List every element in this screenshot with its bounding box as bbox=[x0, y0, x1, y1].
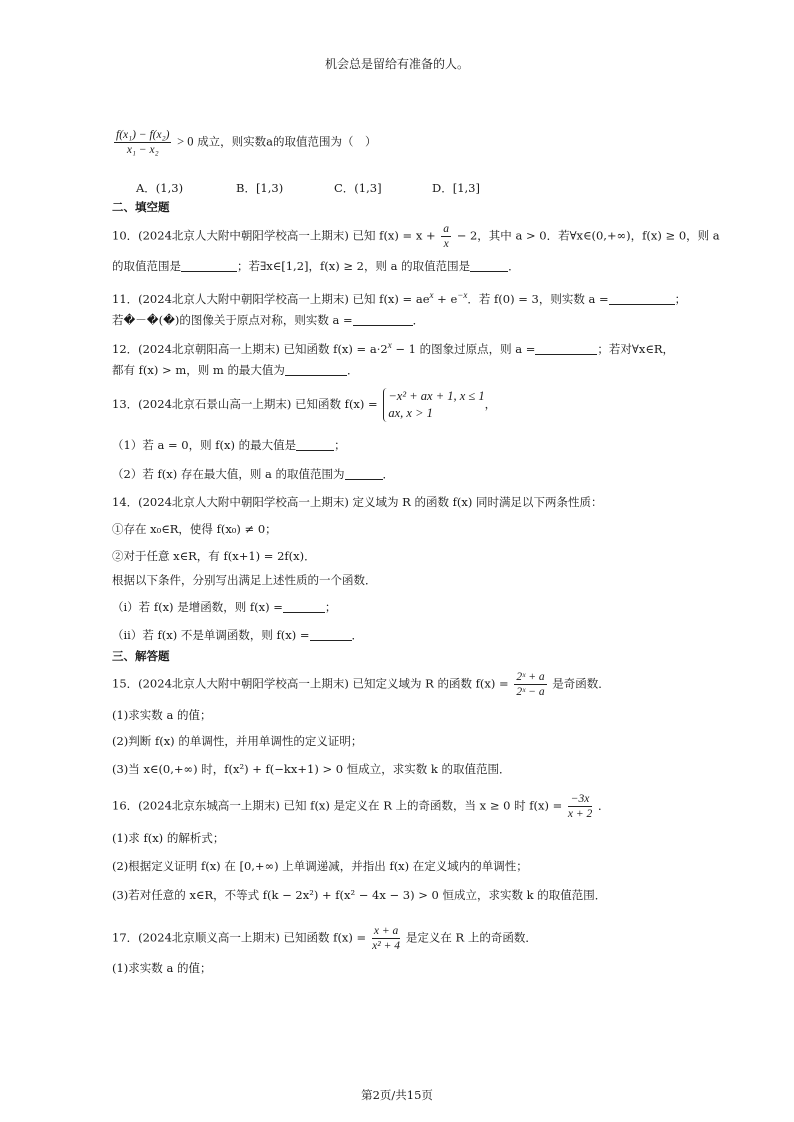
q10-l2b: ；若∃x∈[1,2]，f(x) ≥ 2，则 a 的取值范围是 bbox=[237, 259, 471, 273]
q15-part1: (1)求实数 a 的值； bbox=[112, 708, 212, 722]
q13-case1: −x² + ax + 1, x ≤ 1 bbox=[388, 389, 485, 403]
q10-frac-den: x bbox=[443, 238, 449, 250]
q15-frac-num: 2ˣ + a bbox=[516, 671, 545, 683]
q11-l1d: ； bbox=[674, 291, 687, 306]
q14-part-ii bbox=[112, 627, 363, 643]
q11-sup2: −x bbox=[457, 290, 468, 300]
q12-l1a: 12．(2024北京朝阳高一上期末) 已知函数 f(x) = a·2 bbox=[112, 341, 388, 356]
q9-condition: > 0 bbox=[177, 134, 194, 149]
q17-intro-a: 17．(2024北京顺义高一上期末) 已知函数 f(x) = bbox=[112, 930, 367, 945]
q13-p2a: （2）若 f(x) 存在最大值，则 a 的取值范围为 bbox=[112, 467, 345, 481]
q13-tail: ， bbox=[484, 397, 497, 411]
q13-blank-1[interactable] bbox=[296, 438, 334, 451]
q9-option-b: B．[1,3) bbox=[236, 181, 284, 195]
q10-l1b: − 2，其中 a > 0．若∀x∈(0,+∞)，f(x) ≥ 0，则 a bbox=[456, 228, 720, 243]
q14-part-i bbox=[112, 599, 336, 615]
q11-l1a: 11．(2024北京人大附中朝阳学校高一上期末) 已知 f(x) = ae bbox=[112, 291, 430, 306]
q9-frac-num: f(x₁) − f(x₂) bbox=[116, 129, 170, 141]
page-header: 机会总是留给有准备的人。 bbox=[324, 57, 469, 71]
q13-part1 bbox=[112, 437, 346, 453]
q12-sup: x bbox=[387, 340, 392, 350]
q14-i-a: （i）若 f(x) 是增函数，则 f(x) = bbox=[112, 600, 283, 614]
q11-sup1: x bbox=[429, 290, 434, 300]
q9-frac-den: x₁ − x₂ bbox=[126, 144, 159, 156]
q10-l2a: 的取值范围是 bbox=[112, 259, 181, 273]
q17-intro-b: 是定义在 R 上的奇函数． bbox=[405, 930, 537, 945]
q16-part2: (2)根据定义证明 f(x) 在 [0,+∞) 上单调递减，并指出 f(x) 在定义域内的单调性； bbox=[112, 859, 528, 873]
q11-l2b: ． bbox=[412, 313, 425, 327]
q13-p1a: （1）若 a = 0，则 f(x) 的最大值是 bbox=[112, 438, 297, 452]
q15-fraction bbox=[514, 670, 546, 699]
q13-case2: ax, x > 1 bbox=[388, 406, 433, 420]
q16-part3: (3)若对任意的 x∈R，不等式 f(k − 2x²) + f(x² − 4x − 3) > 0 恒成立，求实数 k 的取值范围． bbox=[112, 888, 607, 902]
q12-blank-1[interactable] bbox=[535, 342, 597, 355]
q10-fraction bbox=[441, 222, 451, 251]
q12-l2b: ． bbox=[346, 363, 359, 377]
q9-option-d: D．[1,3] bbox=[432, 181, 480, 195]
q12-blank-2[interactable] bbox=[285, 363, 347, 376]
q16-part1: (1)求 f(x) 的解析式； bbox=[112, 831, 225, 845]
q9-option-c: C．(1,3] bbox=[334, 181, 382, 195]
q10-blank-2[interactable] bbox=[470, 259, 508, 272]
q9-option-a: A．(1,3) bbox=[136, 181, 184, 195]
q14-i-b: ； bbox=[324, 600, 337, 614]
q11-l1c: ．若 f(0) = 3，则实数 a = bbox=[467, 291, 609, 306]
q16-intro-b: ． bbox=[597, 798, 610, 813]
q15-intro-b: 是奇函数． bbox=[552, 676, 610, 691]
q12-line2 bbox=[112, 362, 358, 378]
q16-fraction bbox=[568, 792, 592, 821]
q13-blank-2[interactable] bbox=[345, 467, 383, 480]
q16-intro bbox=[112, 792, 609, 821]
q14-blank-1[interactable] bbox=[283, 600, 325, 613]
q15-intro-a: 15．(2024北京人大附中朝阳学校高一上期末) 已知定义域为 R 的函数 f(x) = bbox=[112, 676, 509, 691]
q12-l1c: ；若对∀x∈R， bbox=[597, 341, 675, 356]
q13-p1b: ； bbox=[334, 438, 346, 452]
q14-ii-b: ． bbox=[351, 628, 364, 642]
q16-frac-num: −3x bbox=[568, 792, 592, 807]
q17-part1: (1)求实数 a 的值； bbox=[112, 961, 212, 975]
q10-frac-num: a bbox=[443, 223, 450, 235]
q13-piecewise bbox=[383, 388, 484, 422]
q16-frac-den: x + 2 bbox=[567, 808, 593, 820]
q11-line1 bbox=[112, 287, 686, 307]
section-solutions: 三、解答题 bbox=[112, 649, 170, 663]
q17-frac-den: x² + 4 bbox=[372, 940, 400, 952]
q15-frac-den: 2ˣ − a bbox=[516, 686, 545, 698]
q10-line1 bbox=[112, 222, 720, 251]
q11-blank-2[interactable] bbox=[353, 313, 413, 326]
q14-intro: 14．(2024北京人大附中朝阳学校高一上期末) 定义域为 R 的函数 f(x) 同时满足以下两条性质： bbox=[112, 495, 603, 509]
q13-intro bbox=[112, 388, 496, 422]
q17-fraction bbox=[372, 924, 400, 953]
q10-line2 bbox=[112, 258, 520, 274]
q12-l1b: − 1 的图象过原点，则 a = bbox=[391, 341, 536, 356]
q15-part3: (3)当 x∈(0,+∞) 时，f(x²) + f(−kx+1) > 0 恒成立，求实数 k 的取值范围． bbox=[112, 762, 511, 776]
q14-ii-a: （ii）若 f(x) 不是单调函数，则 f(x) = bbox=[112, 628, 310, 642]
q10-l2c: ． bbox=[508, 259, 520, 273]
q14-condition-2: ②对于任意 x∈R，有 f(x+1) = 2f(x)． bbox=[112, 549, 316, 563]
q13-p2b: ． bbox=[382, 467, 395, 481]
q15-part2: (2)判断 f(x) 的单调性，并用单调性的定义证明； bbox=[112, 734, 363, 748]
q11-line2 bbox=[112, 312, 424, 328]
q17-intro bbox=[112, 924, 537, 953]
q14-note: 根据以下条件，分别写出满足上述性质的一个函数． bbox=[112, 573, 377, 587]
q15-intro bbox=[112, 670, 610, 699]
q13-part2 bbox=[112, 466, 394, 482]
q16-intro-a: 16．(2024北京东城高一上期末) 已知 f(x) 是定义在 R 上的奇函数，当 x ≥ 0 时 f(x) = bbox=[112, 798, 563, 813]
q9-stem bbox=[112, 128, 377, 157]
q11-l2a: 若�－�(�)的图像关于原点对称，则实数 a = bbox=[112, 313, 353, 327]
q12-l2a: 都有 f(x) > m，则 m 的最大值为 bbox=[112, 363, 285, 377]
q17-frac-num: x + a bbox=[373, 925, 399, 937]
q11-blank-1[interactable] bbox=[609, 292, 675, 305]
q13-intro-text: 13．(2024北京石景山高一上期末) 已知函数 f(x) = bbox=[112, 397, 378, 411]
q10-blank-1[interactable] bbox=[181, 259, 237, 272]
q14-condition-1: ①存在 x₀∈R，使得 f(x₀) ≠ 0； bbox=[112, 522, 277, 536]
q9-fraction bbox=[114, 128, 171, 157]
q9-text: 成立，则实数a的取值范围为（ ） bbox=[197, 134, 377, 149]
page-footer: 第2页/共15页 bbox=[361, 1088, 433, 1102]
q12-line1 bbox=[112, 337, 674, 357]
q14-blank-2[interactable] bbox=[310, 628, 352, 641]
section-fill-in: 二、填空题 bbox=[112, 200, 170, 214]
q11-l1b: + e bbox=[433, 291, 458, 306]
q10-l1a: 10．(2024北京人大附中朝阳学校高一上期末) 已知 f(x) = x + bbox=[112, 228, 436, 243]
